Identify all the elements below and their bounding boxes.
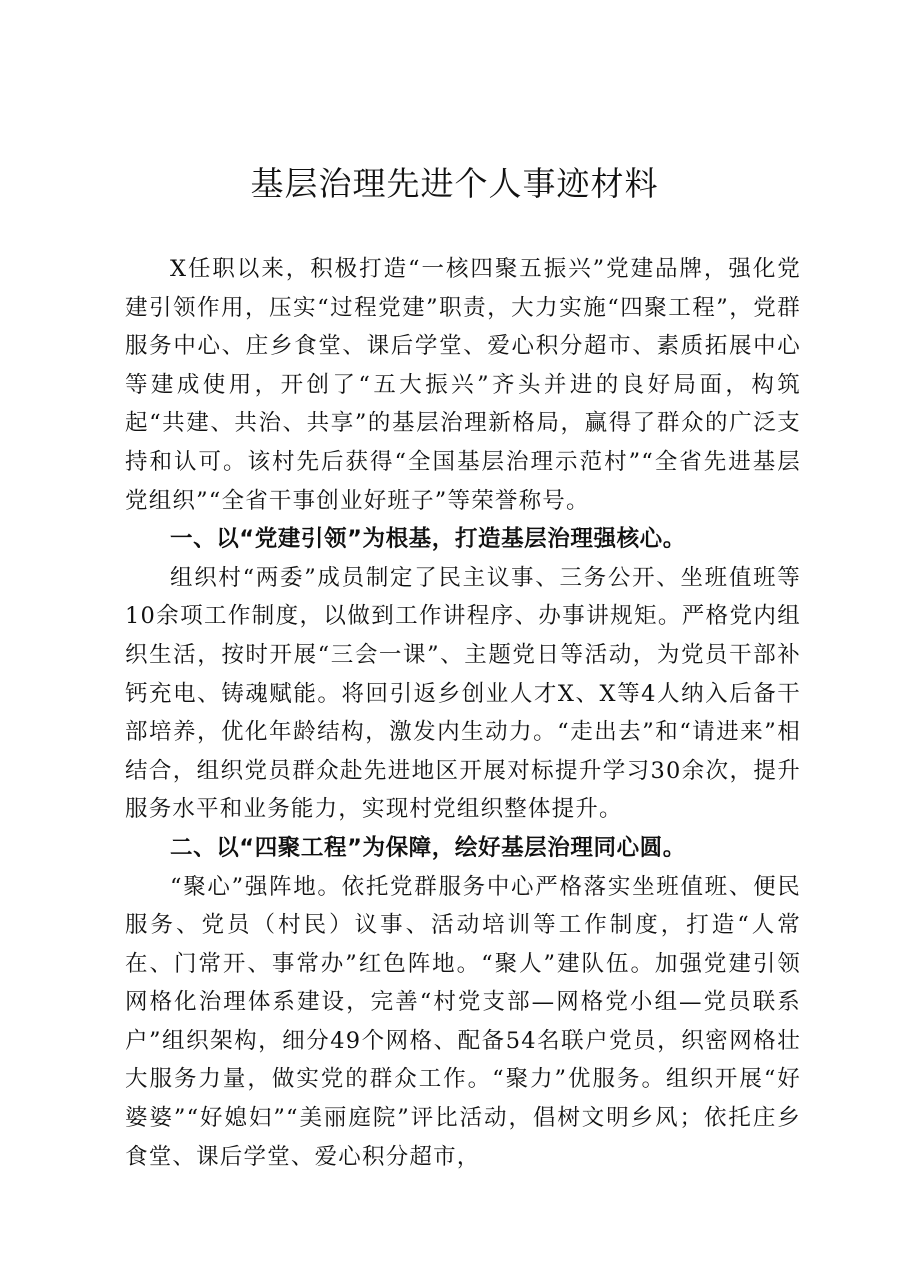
section-1-paragraph: 组织村“两委”成员制定了民主议事、三务公开、坐班值班等10余项工作制度，以做到工作讲程序、办事讲规矩。严格党内组织生活，按时开展“三会一课”、主题党日等活动，为党员干部补钙充电、铸魂赋能。将回引返乡创业人才X、X等4人纳入后备干部培养，优化年龄结构，激发内生动力。“走出去”和“请进来”相结合，组织党员群众赴先进地区开展对标提升学习30余次，提升服务水平和业务能力，实现村党组织整体提升。 bbox=[125, 564, 801, 823]
section-heading-2: 二、以“四聚工程”为保障，绘好基层治理同心圆。 bbox=[170, 834, 686, 861]
intro-paragraph: X任职以来，积极打造“一核四聚五振兴”党建品牌，强化党建引领作用，压实“过程党建”职责，大力实施“四聚工程”，党群服务中心、庄乡食堂、课后学堂、爱心积分超市、素质拓展中心等建成使用，开创了“五大振兴”齐头并进的良好局面，构筑起“共建、共治、共享”的基层治理新格局，赢得了群众的广泛支持和认可。该村先后获得“全国基层治理示范村”“全省先进基层党组织”“全省干事创业好班子”等荣誉称号。 bbox=[125, 256, 801, 514]
document-body bbox=[125, 250, 801, 1176]
section-heading-1: 一、以“党建引领”为根基，打造基层治理强核心。 bbox=[170, 526, 686, 553]
document-title: 基层治理先进个人事迹材料 bbox=[250, 164, 659, 203]
section-2-paragraph: “聚心”强阵地。依托党群服务中心严格落实坐班值班、便民服务、党员（村民）议事、活动培训等工作制度，打造“人常在、门常开、事常办”红色阵地。“聚人”建队伍。加强党建引领网格化治理体系建设，完善“村党支部—网格党小组—党员联系户”组织架构，细分49个网格、配备54名联户党员，织密网格壮大服务力量，做实党的群众工作。“聚力”优服务。组织开展“好婆婆”“好媳妇”“美丽庭院”评比活动，倡树文明乡风；依托庄乡食堂、课后学堂、爱心积分超市， bbox=[125, 873, 801, 1170]
